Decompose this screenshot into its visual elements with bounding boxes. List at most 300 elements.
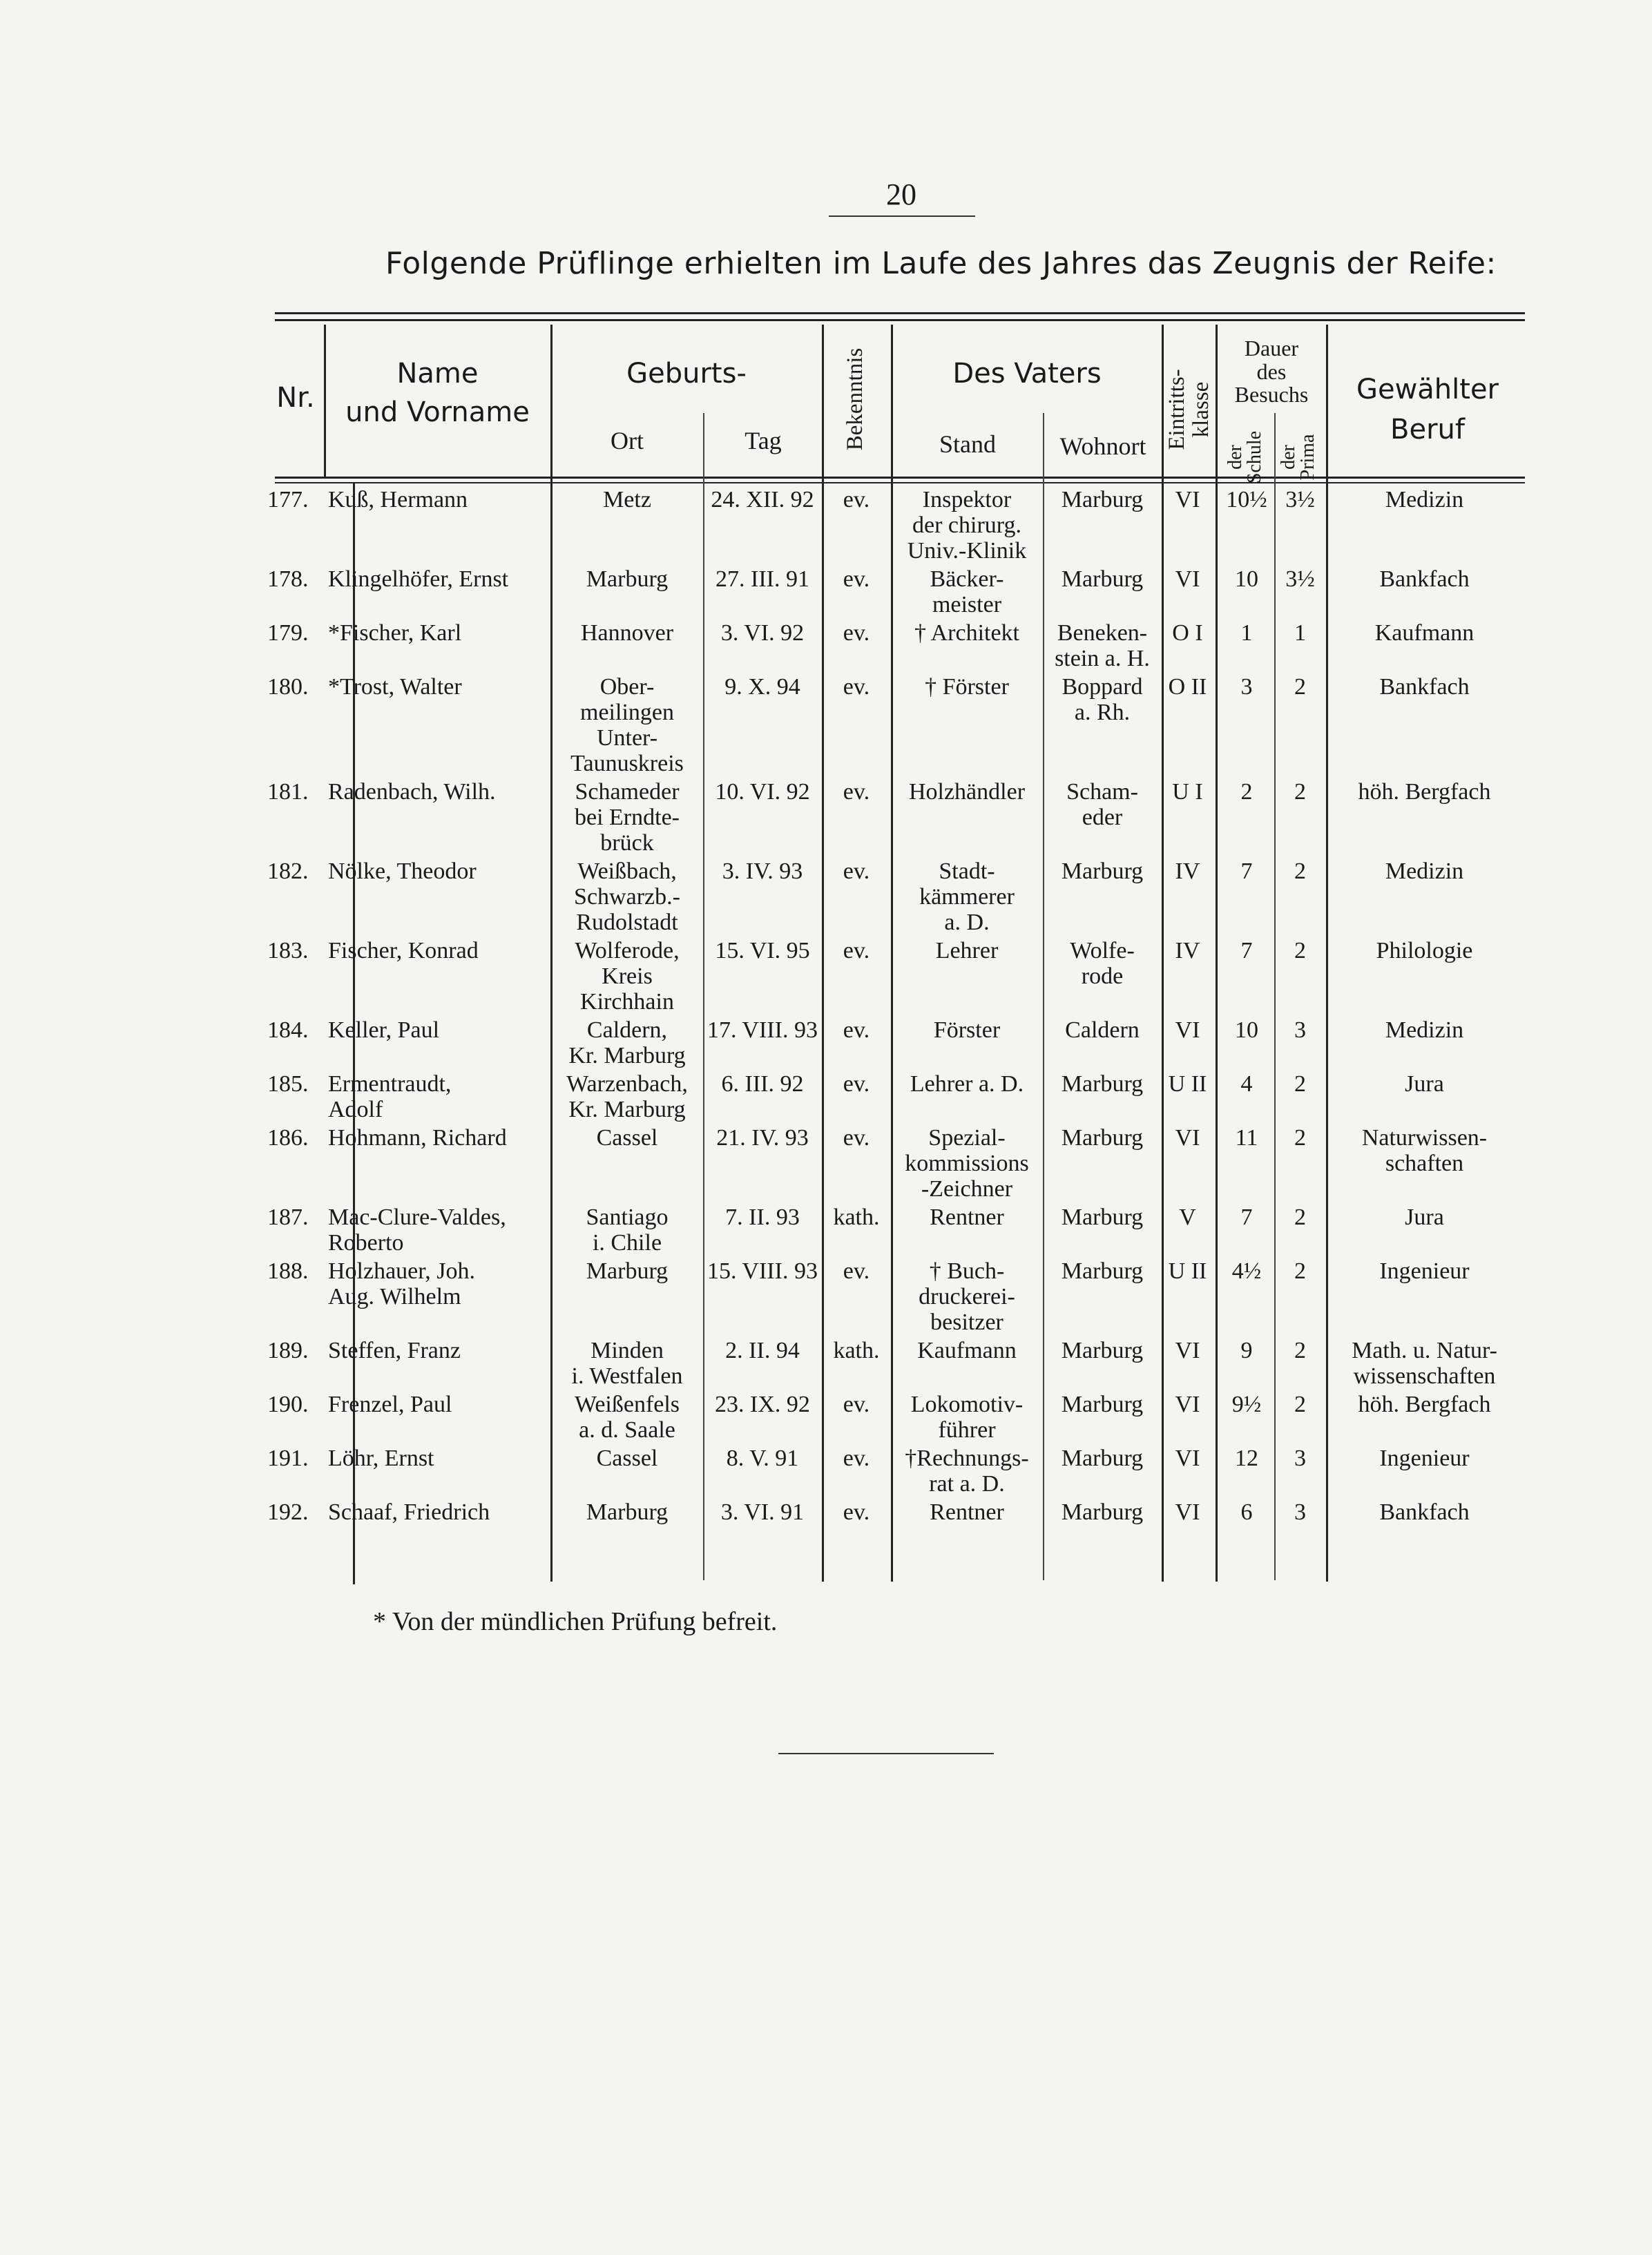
father-occupation-cell bbox=[891, 566, 1043, 617]
birth-place-cell bbox=[550, 1338, 704, 1389]
page-heading: Folgende Prüflinge erhielten im Laufe des Jahres das Zeugnis der Reife: bbox=[385, 246, 1497, 281]
entry-class-cell: V bbox=[1179, 1205, 1196, 1230]
row-number-cell: 183. bbox=[267, 938, 309, 963]
row-number-cell: 177. bbox=[267, 487, 309, 512]
years-prima-cell: 1 bbox=[1294, 620, 1306, 646]
student-name-cell bbox=[328, 1338, 553, 1363]
student-name-cell bbox=[328, 938, 553, 963]
father-occupation-line: Lokomotiv- bbox=[910, 1392, 1024, 1417]
chosen-profession-line: Medizin bbox=[1385, 487, 1464, 512]
student-name-cell bbox=[328, 487, 553, 512]
student-name-line: Adolf bbox=[328, 1097, 383, 1122]
entry-class-cell: U I bbox=[1172, 779, 1203, 805]
chosen-profession-cell bbox=[1333, 1392, 1516, 1417]
student-name-line: Kuß, Hermann bbox=[328, 487, 468, 512]
birth-date-cell: 27. III. 91 bbox=[715, 566, 809, 592]
header-stand: Stand bbox=[939, 430, 996, 458]
header-prima bbox=[1279, 423, 1320, 492]
birth-place-cell bbox=[550, 1205, 704, 1256]
father-occupation-cell bbox=[891, 620, 1043, 646]
confession-cell: ev. bbox=[843, 1392, 870, 1417]
birth-place-cell bbox=[550, 1125, 704, 1151]
header-dauer-line-3: Besuchs bbox=[1234, 382, 1309, 407]
header-name-line-1: Name bbox=[396, 358, 479, 390]
entry-class-cell: VI bbox=[1175, 1017, 1200, 1043]
father-occupation-line: Förster bbox=[933, 1017, 1001, 1043]
father-residence-cell bbox=[1043, 938, 1162, 989]
father-residence-cell bbox=[1043, 1071, 1162, 1097]
birth-date-cell: 3. VI. 92 bbox=[720, 620, 805, 646]
chosen-profession-cell bbox=[1333, 858, 1516, 884]
years-prima-cell: 2 bbox=[1294, 1338, 1306, 1363]
header-name-line-2: und Vorname bbox=[345, 396, 530, 428]
confession-cell: ev. bbox=[843, 1446, 870, 1471]
father-residence-cell bbox=[1043, 858, 1162, 884]
father-occupation-cell bbox=[891, 1446, 1043, 1497]
student-name-cell bbox=[328, 1071, 553, 1122]
table-top-rule-2 bbox=[275, 319, 1525, 321]
birth-date-cell: 3. IV. 93 bbox=[722, 858, 803, 884]
confession-cell: kath. bbox=[833, 1338, 880, 1363]
years-prima-cell: 3 bbox=[1294, 1017, 1306, 1043]
chosen-profession-cell bbox=[1333, 1338, 1516, 1389]
chosen-profession-cell bbox=[1333, 620, 1516, 646]
father-occupation-line: rat a. D. bbox=[929, 1471, 1005, 1497]
table-row bbox=[0, 1392, 1652, 1446]
birth-date-cell: 7. II. 93 bbox=[725, 1205, 800, 1230]
chosen-profession-cell bbox=[1333, 1071, 1516, 1097]
student-name-cell bbox=[328, 779, 553, 805]
father-occupation-line: Bäcker- bbox=[930, 566, 1004, 592]
years-school-cell: 7 bbox=[1240, 858, 1253, 884]
confession-cell: ev. bbox=[843, 779, 870, 805]
student-name-cell bbox=[328, 1258, 553, 1309]
student-name-line: Keller, Paul bbox=[328, 1017, 440, 1043]
birth-place-line: meilingen bbox=[580, 700, 674, 725]
entry-class-cell: VI bbox=[1175, 1446, 1200, 1471]
years-school-cell: 1 bbox=[1240, 620, 1253, 646]
header-eintritts-line-2: klasse bbox=[1189, 381, 1213, 438]
years-prima-cell: 2 bbox=[1294, 1392, 1306, 1417]
years-school-cell: 4 bbox=[1240, 1071, 1253, 1097]
father-residence-line: Marburg bbox=[1061, 1205, 1144, 1230]
birth-date-cell: 23. IX. 92 bbox=[715, 1392, 810, 1417]
father-occupation-line: Rentner bbox=[930, 1205, 1004, 1230]
header-schule bbox=[1226, 423, 1267, 492]
father-occupation-line: kämmerer bbox=[919, 884, 1015, 910]
table-row bbox=[0, 1071, 1652, 1125]
header-eintrittsklasse bbox=[1165, 340, 1213, 479]
father-occupation-line: a. D. bbox=[944, 910, 990, 935]
father-residence-line: Scham- bbox=[1066, 779, 1138, 805]
birth-place-line: Marburg bbox=[586, 1499, 669, 1525]
entry-class-cell: IV bbox=[1175, 938, 1200, 963]
years-school-cell: 3 bbox=[1240, 674, 1253, 700]
chosen-profession-line: Medizin bbox=[1385, 1017, 1464, 1043]
table-row bbox=[0, 674, 1652, 779]
header-wohnort: Wohnort bbox=[1059, 432, 1146, 460]
father-residence-line: Wolfe- bbox=[1070, 938, 1135, 963]
student-name-line: Steffen, Franz bbox=[328, 1338, 461, 1363]
chosen-profession-line: Bankfach bbox=[1379, 674, 1470, 700]
father-residence-line: Boppard bbox=[1062, 674, 1143, 700]
father-occupation-line: -Zeichner bbox=[921, 1176, 1013, 1202]
birth-place-line: Metz bbox=[603, 487, 651, 512]
chosen-profession-line: Kaufmann bbox=[1374, 620, 1475, 646]
student-name-cell bbox=[328, 1205, 553, 1256]
confession-cell: kath. bbox=[833, 1205, 880, 1230]
birth-place-line: Caldern, bbox=[586, 1017, 668, 1043]
father-residence-cell bbox=[1043, 1258, 1162, 1284]
end-rule bbox=[778, 1753, 994, 1754]
table-row bbox=[0, 1499, 1652, 1553]
years-school-cell: 9½ bbox=[1231, 1392, 1262, 1417]
father-residence-line: Marburg bbox=[1061, 566, 1144, 592]
chosen-profession-cell bbox=[1333, 779, 1516, 805]
chosen-profession-line: Ingenieur bbox=[1379, 1258, 1470, 1284]
birth-place-line: i. Westfalen bbox=[571, 1363, 683, 1389]
birth-place-line: Schameder bbox=[575, 779, 680, 805]
entry-class-cell: IV bbox=[1175, 858, 1200, 884]
father-occupation-line: Kaufmann bbox=[917, 1338, 1017, 1363]
student-name-cell bbox=[328, 1125, 553, 1151]
father-occupation-cell bbox=[891, 1258, 1043, 1335]
chosen-profession-cell bbox=[1333, 674, 1516, 700]
father-occupation-line: Holzhändler bbox=[908, 779, 1026, 805]
years-school-cell: 11 bbox=[1235, 1125, 1258, 1151]
birth-place-line: Marburg bbox=[586, 1258, 669, 1284]
birth-place-cell bbox=[550, 566, 704, 592]
father-residence-line: Marburg bbox=[1061, 1125, 1144, 1151]
chosen-profession-cell bbox=[1333, 938, 1516, 963]
years-prima-cell: 2 bbox=[1294, 1258, 1306, 1284]
birth-date-cell: 2. II. 94 bbox=[725, 1338, 800, 1363]
chosen-profession-line: Philologie bbox=[1376, 938, 1473, 963]
entry-class-cell: O II bbox=[1168, 674, 1207, 700]
table-top-rule bbox=[275, 312, 1525, 314]
table-row bbox=[0, 938, 1652, 1017]
father-occupation-cell bbox=[891, 779, 1043, 805]
years-school-cell: 7 bbox=[1240, 938, 1253, 963]
chosen-profession-line: Ingenieur bbox=[1379, 1446, 1470, 1471]
father-residence-line: Marburg bbox=[1061, 1499, 1144, 1525]
header-schule-line-2: Schule bbox=[1244, 430, 1265, 484]
father-occupation-line: führer bbox=[938, 1417, 996, 1443]
row-number-cell: 182. bbox=[267, 858, 309, 884]
row-number-cell: 191. bbox=[267, 1446, 309, 1471]
father-occupation-line: Univ.-Klinik bbox=[907, 538, 1027, 564]
father-occupation-line: †Rechnungs- bbox=[905, 1446, 1029, 1471]
header-prima-line-1: der bbox=[1278, 445, 1299, 470]
header-bottom-rule-2 bbox=[275, 482, 1525, 483]
birth-place-line: Santiago bbox=[586, 1205, 669, 1230]
header-dauer-line-1: Dauer bbox=[1244, 336, 1299, 361]
father-residence-line: stein a. H. bbox=[1055, 646, 1150, 671]
row-number-cell: 186. bbox=[267, 1125, 309, 1151]
father-residence-line: rode bbox=[1081, 963, 1124, 989]
father-residence-cell bbox=[1043, 620, 1162, 671]
years-school-cell: 10 bbox=[1235, 566, 1258, 592]
birth-date-cell: 9. X. 94 bbox=[724, 674, 800, 700]
father-occupation-cell bbox=[891, 1499, 1043, 1525]
confession-cell: ev. bbox=[843, 1125, 870, 1151]
birth-place-line: Weißenfels bbox=[574, 1392, 680, 1417]
chosen-profession-line: wissenschaften bbox=[1353, 1363, 1496, 1389]
father-residence-line: Marburg bbox=[1061, 1392, 1144, 1417]
father-residence-line: Marburg bbox=[1061, 1338, 1144, 1363]
father-occupation-cell bbox=[891, 1071, 1043, 1097]
student-name-line: Radenbach, Wilh. bbox=[328, 779, 496, 805]
birth-place-line: Schwarzb.- bbox=[574, 884, 680, 910]
page-number: 20 bbox=[886, 177, 916, 211]
confession-cell: ev. bbox=[843, 1499, 870, 1525]
years-prima-cell: 3½ bbox=[1285, 566, 1315, 592]
father-occupation-cell bbox=[891, 938, 1043, 963]
table-row bbox=[0, 779, 1652, 858]
father-residence-line: Marburg bbox=[1061, 858, 1144, 884]
student-name-line: Roberto bbox=[328, 1230, 404, 1256]
chosen-profession-cell bbox=[1333, 1017, 1516, 1043]
birth-place-line: Ober- bbox=[599, 674, 655, 700]
birth-place-line: Kreis bbox=[602, 963, 653, 989]
header-schule-line-1: der bbox=[1224, 445, 1246, 470]
father-residence-cell bbox=[1043, 1499, 1162, 1525]
student-name-cell bbox=[328, 858, 553, 884]
birth-place-cell bbox=[550, 779, 704, 856]
header-bekenntnis: Bekenntnis bbox=[843, 347, 867, 451]
confession-cell: ev. bbox=[843, 620, 870, 646]
row-number-cell: 190. bbox=[267, 1392, 309, 1417]
header-name bbox=[325, 359, 550, 427]
father-residence-line: eder bbox=[1082, 805, 1123, 830]
years-prima-cell: 2 bbox=[1294, 1071, 1306, 1097]
years-school-cell: 10½ bbox=[1226, 487, 1267, 512]
header-dauer bbox=[1217, 337, 1326, 407]
table-row bbox=[0, 858, 1652, 938]
birth-place-line: Hannover bbox=[580, 620, 674, 646]
confession-cell: ev. bbox=[843, 566, 870, 592]
row-number-cell: 185. bbox=[267, 1071, 309, 1097]
student-name-line: Hohmann, Richard bbox=[328, 1125, 507, 1151]
chosen-profession-line: Naturwissen- bbox=[1361, 1125, 1488, 1151]
table-row bbox=[0, 1446, 1652, 1499]
birth-place-cell bbox=[550, 1017, 704, 1068]
father-occupation-line: Lehrer a. D. bbox=[910, 1071, 1024, 1097]
confession-cell: ev. bbox=[843, 1258, 870, 1284]
father-residence-line: Marburg bbox=[1061, 1071, 1144, 1097]
years-prima-cell: 2 bbox=[1294, 858, 1306, 884]
entry-class-cell: VI bbox=[1175, 566, 1200, 592]
father-occupation-line: druckerei- bbox=[919, 1284, 1015, 1309]
student-name-line: Löhr, Ernst bbox=[328, 1446, 434, 1471]
student-name-cell bbox=[328, 1499, 553, 1525]
birth-place-cell bbox=[550, 1071, 704, 1122]
father-occupation-line: Rentner bbox=[930, 1499, 1004, 1525]
father-occupation-line: † Förster bbox=[925, 674, 1009, 700]
birth-date-cell: 15. VI. 95 bbox=[715, 938, 810, 963]
birth-place-line: Wolferode, bbox=[575, 938, 680, 963]
chosen-profession-cell bbox=[1333, 1499, 1516, 1525]
birth-place-line: i. Chile bbox=[592, 1230, 662, 1256]
father-residence-cell bbox=[1043, 674, 1162, 725]
father-residence-cell bbox=[1043, 1338, 1162, 1363]
years-prima-cell: 2 bbox=[1294, 779, 1306, 805]
chosen-profession-line: Medizin bbox=[1385, 858, 1464, 884]
row-number-cell: 192. bbox=[267, 1499, 309, 1525]
years-school-cell: 9 bbox=[1240, 1338, 1253, 1363]
row-number-cell: 187. bbox=[267, 1205, 309, 1230]
years-school-cell: 2 bbox=[1240, 779, 1253, 805]
chosen-profession-line: Bankfach bbox=[1379, 566, 1470, 592]
father-occupation-cell bbox=[891, 1205, 1043, 1230]
table-row bbox=[0, 487, 1652, 566]
confession-cell: ev. bbox=[843, 858, 870, 884]
header-geburts: Geburts- bbox=[626, 358, 747, 390]
father-residence-cell bbox=[1043, 487, 1162, 512]
father-residence-cell bbox=[1043, 1446, 1162, 1471]
father-residence-cell bbox=[1043, 1205, 1162, 1230]
birth-place-cell bbox=[550, 938, 704, 1015]
student-name-line: Holzhauer, Joh. bbox=[328, 1258, 475, 1284]
confession-cell: ev. bbox=[843, 938, 870, 963]
years-school-cell: 12 bbox=[1235, 1446, 1258, 1471]
birth-place-line: a. d. Saale bbox=[579, 1417, 675, 1443]
father-occupation-line: meister bbox=[932, 592, 1002, 617]
birth-date-cell: 24. XII. 92 bbox=[711, 487, 814, 512]
table-row bbox=[0, 1205, 1652, 1258]
table-body bbox=[0, 487, 1652, 1553]
birth-place-line: Cassel bbox=[596, 1446, 658, 1471]
entry-class-cell: VI bbox=[1175, 487, 1200, 512]
entry-class-cell: VI bbox=[1175, 1392, 1200, 1417]
birth-place-line: Cassel bbox=[596, 1125, 658, 1151]
table-row bbox=[0, 620, 1652, 674]
chosen-profession-line: schaften bbox=[1385, 1151, 1464, 1176]
entry-class-cell: O I bbox=[1172, 620, 1203, 646]
row-number-cell: 188. bbox=[267, 1258, 309, 1284]
header-beruf bbox=[1327, 370, 1528, 450]
student-name-line: Mac-Clure-Valdes, bbox=[328, 1205, 506, 1230]
row-number-cell: 180. bbox=[267, 674, 309, 700]
header-bottom-rule bbox=[275, 477, 1525, 479]
student-name-cell bbox=[328, 674, 553, 700]
row-number-cell: 181. bbox=[267, 779, 309, 805]
birth-place-line: Unter- bbox=[596, 725, 658, 751]
birth-date-cell: 3. VI. 91 bbox=[720, 1499, 805, 1525]
chosen-profession-line: höh. Bergfach bbox=[1358, 779, 1491, 805]
table-row bbox=[0, 1017, 1652, 1071]
page-number-rule bbox=[829, 215, 975, 217]
birth-place-line: Marburg bbox=[586, 566, 669, 592]
years-school-cell: 10 bbox=[1235, 1017, 1258, 1043]
birth-date-cell: 17. VIII. 93 bbox=[707, 1017, 818, 1043]
father-residence-cell bbox=[1043, 1392, 1162, 1417]
student-name-line: *Fischer, Karl bbox=[328, 620, 462, 646]
table-row bbox=[0, 1258, 1652, 1338]
header-tag: Tag bbox=[745, 427, 782, 454]
birth-date-cell: 6. III. 92 bbox=[721, 1071, 804, 1097]
father-residence-line: Marburg bbox=[1061, 1258, 1144, 1284]
birth-place-line: Taunuskreis bbox=[570, 751, 684, 776]
father-occupation-line: besitzer bbox=[930, 1309, 1003, 1335]
father-occupation-line: † Architekt bbox=[914, 620, 1020, 646]
years-prima-cell: 2 bbox=[1294, 938, 1306, 963]
birth-place-line: Kr. Marburg bbox=[568, 1097, 686, 1122]
confession-cell: ev. bbox=[843, 1017, 870, 1043]
header-dauer-line-2: des bbox=[1256, 358, 1287, 384]
father-occupation-cell bbox=[891, 1392, 1043, 1443]
header-beruf-line-2: Beruf bbox=[1390, 414, 1465, 445]
chosen-profession-cell bbox=[1333, 566, 1516, 592]
student-name-cell bbox=[328, 1446, 553, 1471]
entry-class-cell: VI bbox=[1175, 1499, 1200, 1525]
row-number-cell: 189. bbox=[267, 1338, 309, 1363]
table-row bbox=[0, 566, 1652, 620]
birth-date-cell: 8. V. 91 bbox=[726, 1446, 799, 1471]
father-occupation-cell bbox=[891, 1338, 1043, 1363]
father-residence-cell bbox=[1043, 779, 1162, 830]
years-school-cell: 6 bbox=[1240, 1499, 1253, 1525]
header-eintritts-line-1: Eintritts- bbox=[1164, 369, 1189, 450]
father-residence-cell bbox=[1043, 1017, 1162, 1043]
birth-place-cell bbox=[550, 1392, 704, 1443]
birth-place-cell bbox=[550, 487, 704, 512]
birth-date-cell: 21. IV. 93 bbox=[716, 1125, 809, 1151]
student-name-line: *Trost, Walter bbox=[328, 674, 462, 700]
header-ort: Ort bbox=[611, 427, 644, 454]
confession-cell: ev. bbox=[843, 487, 870, 512]
table-row bbox=[0, 1338, 1652, 1392]
header-nr: Nr. bbox=[276, 382, 315, 414]
birth-place-cell bbox=[550, 620, 704, 646]
birth-place-line: bei Erndte- bbox=[575, 805, 680, 830]
chosen-profession-line: höh. Bergfach bbox=[1358, 1392, 1491, 1417]
student-name-line: Nölke, Theodor bbox=[328, 858, 477, 884]
student-name-line: Ermentraudt, bbox=[328, 1071, 452, 1097]
father-occupation-line: Stadt- bbox=[939, 858, 995, 884]
student-name-cell bbox=[328, 1017, 553, 1043]
confession-cell: ev. bbox=[843, 1071, 870, 1097]
row-number-cell: 178. bbox=[267, 566, 309, 592]
father-residence-line: Marburg bbox=[1061, 1446, 1144, 1471]
student-name-cell bbox=[328, 566, 553, 592]
birth-date-cell: 15. VIII. 93 bbox=[707, 1258, 818, 1284]
birth-place-cell bbox=[550, 674, 704, 776]
chosen-profession-line: Bankfach bbox=[1379, 1499, 1470, 1525]
father-residence-cell bbox=[1043, 1125, 1162, 1151]
father-occupation-line: kommissions bbox=[905, 1151, 1029, 1176]
father-occupation-cell bbox=[891, 858, 1043, 935]
birth-place-line: Weißbach, bbox=[577, 858, 677, 884]
birth-date-cell: 10. VI. 92 bbox=[715, 779, 810, 805]
row-number-cell: 179. bbox=[267, 620, 309, 646]
years-prima-cell: 3 bbox=[1294, 1446, 1306, 1471]
birth-place-line: Kirchhain bbox=[580, 989, 674, 1015]
chosen-profession-line: Jura bbox=[1405, 1205, 1444, 1230]
years-prima-cell: 2 bbox=[1294, 1125, 1306, 1151]
student-name-line: Fischer, Konrad bbox=[328, 938, 479, 963]
entry-class-cell: U II bbox=[1168, 1071, 1207, 1097]
father-residence-cell bbox=[1043, 566, 1162, 592]
birth-place-line: brück bbox=[600, 830, 654, 856]
years-prima-cell: 3½ bbox=[1285, 487, 1315, 512]
student-name-line: Klingelhöfer, Ernst bbox=[328, 566, 509, 592]
birth-place-line: Warzenbach, bbox=[566, 1071, 688, 1097]
years-prima-cell: 3 bbox=[1294, 1499, 1306, 1525]
father-occupation-line: Spezial- bbox=[928, 1125, 1006, 1151]
birth-place-line: Rudolstadt bbox=[576, 910, 678, 935]
chosen-profession-cell bbox=[1333, 1205, 1516, 1230]
